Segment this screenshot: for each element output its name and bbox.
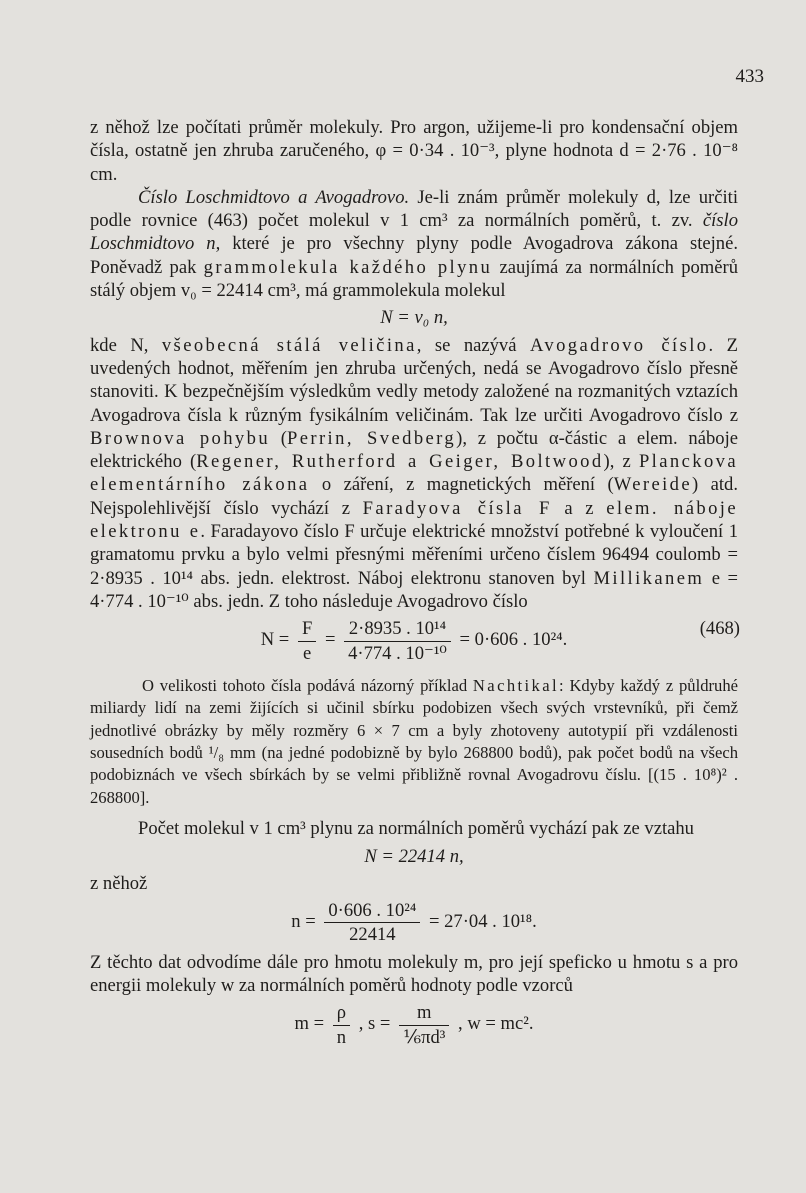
equation-468: N = $\frac{F}{e}$ = $\frac{\text{2·8935 . 10¹⁴}}{\text{4·774 . 10⁻¹⁰}}$ = 0·606 . 10²⁴. (468): [260, 618, 740, 664]
paragraph-whence: z něhož: [90, 872, 148, 894]
section-title: Číslo Loschmidtovo a Avogadrovo.: [138, 186, 410, 208]
page-content: [90, 116, 738, 1053]
equation-mass-density-energy: m = $\frac{\rho}{n}$ , s = $\frac{m}{\text{⅙πd³}}$ , w = mc².: [294, 1002, 534, 1048]
fraction-n: $\frac{\text{0·606 . 10²⁴}}{22414}$: [324, 899, 420, 947]
equation-n-22414: N = 22414 n,: [364, 845, 464, 867]
paragraph-mass-energy: Z těchto dat odvodíme dále pro hmotu molekuly m, pro její speficko u hmotu s a pro energii molekuly w za normálních poměrů hodnoty podle vzorců: [90, 951, 738, 997]
term-loschmidt: číslo Loschmidtovo n,: [90, 210, 738, 255]
fraction-values: $\frac{\text{2·8935 . 10¹⁴}}{\text{4·774 . 10⁻¹⁰}}$: [344, 617, 451, 665]
fraction-f-over-e: $\frac{F}{e}$: [298, 617, 316, 665]
paragraph-loschmidt: Číslo Loschmidtovo a Avogadrovo. Je-li znám průměr molekuly d, lze určiti podle rovnice (463) počet molekul v 1 cm³ za normálních poměrů, t. zv. číslo Loschmidtovo n, které je pro všechny plyny podle Avogadrova zákona stejné. Poněvadž pak grammolekula každého plynu zaujímá za normálních poměrů stálý objem v₀ = 22414 cm³, má grammolekula molekul: [90, 186, 738, 302]
paragraph-intro: z něhož lze počítati průměr molekuly. Pro argon, užijeme-li pro kondensační objem čísla, ostatně jen zhruba zaručeného, φ = 0·34 . 10⁻³, plyne hodnota d = 2·76 . 10⁻⁸ cm.: [90, 117, 738, 185]
equation-number: (468): [699, 618, 740, 640]
paragraph-molecule-count: Počet molekul v 1 cm³ plynu za normálních poměrů vychází pak ze vztahu: [138, 818, 694, 840]
small-print-note: O velikosti tohoto čísla podává názorný příklad Nachtikal: Kdyby každý z půldruhé miliardy lidí na zemi žijících si učinil sbírku podobizen všech svých vrstevníků, při čemž jednotlivé obrázky by měly rozměry 6 × 7 cm a byly zhotoveny autotypií při vzdálenosti sousedních bodů ¹/₈ mm (na jedné podobizně by bylo 268800 bodů), pak počet bodů na všech podobiznách ve všech sbírkách by se velmi přibližně rovnal Avogadrovu číslu. [(15 . 10⁸)² . 268800].: [90, 675, 738, 807]
equation-n-value: n = $\frac{\text{0·606 . 10²⁴}}{22414}$ = 27·04 . 10¹⁸.: [291, 900, 537, 946]
equation-n-v0: N = v₀ n,: [380, 307, 448, 329]
paragraph-avogadro: kde N, všeobecná stálá veličina, se nazývá Avogadrovo číslo. Z uvedených hodnot, měřením jen zhruba určených, nedá se Avogadrovo číslo přesně stanoviti. K bezpečnějším výsledkům vedly metody založené na rozmanitých vztazích Avogadrova čísla k různým fysikálním veličinám. Tak lze určiti Avogadrovo číslo z Brownova pohybu (Perrin, Svedberg), z počtu α-částic a elem. náboje elektrického (Regener, Rutherford a Geiger, Boltwood), z Planckova elementárního zákona o záření, z magnetických měření (Wereide) atd. Nejspolehlivější číslo vychází z Faradyova čísla F a z elem. náboje elektronu e. Faradayovo číslo F určuje elektrické množství potřebné k vyloučení 1 gramatomu prvku a bylo velmi přesnými měřeními určeno číslem 96494 coulomb = 2·8935 . 10¹⁴ abs. jedn. elektrost. Náboj elektronu stanoven byl Millikanem e = 4·774 . 10⁻¹⁰ abs. jedn. Z toho následuje Avogadrovo číslo: [90, 334, 738, 612]
page-number: 433: [735, 66, 764, 87]
